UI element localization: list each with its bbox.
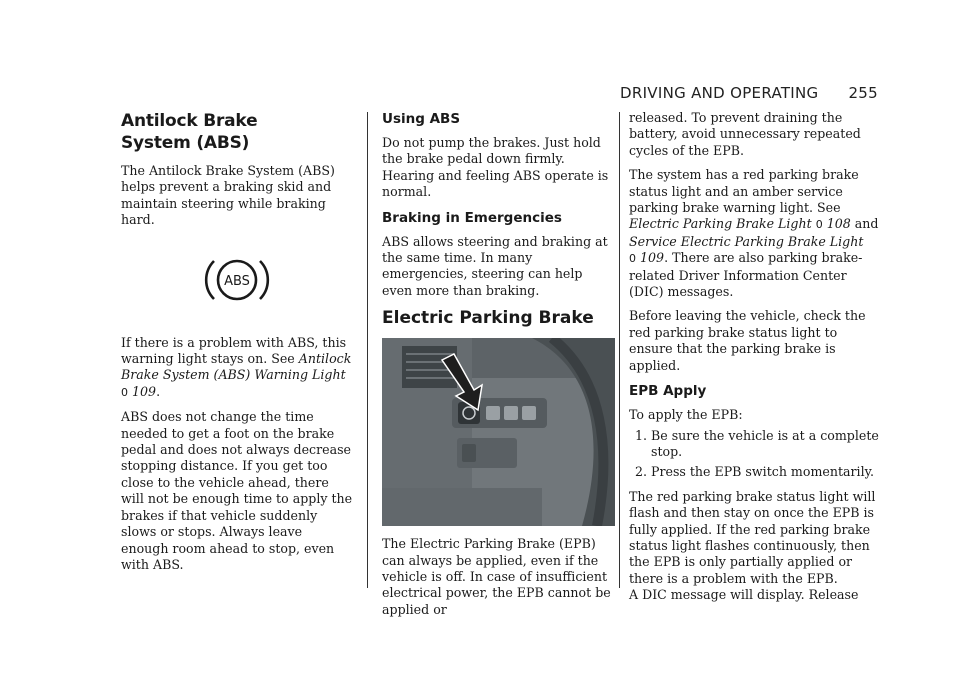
title-line-1: Antilock Brake bbox=[121, 111, 258, 131]
page-ref-arrow-icon: 0 bbox=[815, 218, 823, 232]
epb-switch-photo bbox=[382, 338, 615, 526]
epb-light-link[interactable]: Electric Parking Brake Light bbox=[629, 216, 812, 232]
column-3 bbox=[629, 110, 879, 612]
apply-intro: To apply the EPB: bbox=[629, 407, 743, 423]
abs-warning-paragraph bbox=[121, 335, 353, 402]
page-ref-arrow-icon: 0 bbox=[629, 252, 636, 266]
epb-section-title: Electric Parking Brake bbox=[382, 308, 594, 329]
abs-warning-light-link[interactable]: Antilock Brake System (ABS) Warning Light bbox=[121, 351, 352, 383]
before-leaving-paragraph: Before leaving the vehicle, check the red parking brake status light to ensure that the parking brake is applied. bbox=[629, 308, 866, 373]
braking-emergencies-text: ABS allows steering and braking at the same time. In many emergencies, steering can help even more than braking. bbox=[382, 233, 608, 298]
status-light-paragraph: The red parking brake status light will flash and then stay on once the EPB is fully applied. If the red parking brake status light flashes continuously, then the EPB is only partially applied or there is a problem with the EPB. bbox=[629, 488, 876, 586]
page-number: 255 bbox=[848, 84, 878, 102]
epb-battery-paragraph: released. To prevent draining the battery, avoid unnecessary repeated cycles of the EPB. bbox=[629, 110, 861, 158]
apply-steps bbox=[629, 428, 879, 481]
abs-stopping-paragraph: ABS does not change the time needed to get a foot on the brake pedal and does not always decrease stopping distance. If you get too close to the vehicle ahead, there will not be enough time to apply the brakes if that vehicle suddenly slows or stops. Always leave enough room ahead to stop, even with ABS. bbox=[121, 409, 353, 572]
abs-icon-text: ABS bbox=[224, 273, 250, 289]
list-item: 1. Be sure the vehicle is at a complete stop. bbox=[651, 428, 879, 461]
running-header bbox=[620, 84, 878, 104]
column-divider-1 bbox=[367, 112, 368, 588]
and-text: and bbox=[850, 216, 879, 232]
title-line-2: System (ABS) bbox=[121, 133, 250, 153]
dic-message-paragraph: A DIC message will display. Release bbox=[629, 587, 859, 603]
page-ref-arrow-icon: 0 bbox=[121, 385, 128, 399]
using-abs-text: Do not pump the brakes. Just hold the brake pedal down firmly. Hearing and feeling ABS operate is normal. bbox=[382, 135, 609, 200]
abs-intro: The Antilock Brake System (ABS) helps prevent a braking skid and maintain steering while braking hard. bbox=[121, 163, 335, 228]
p2-text: If there is a problem with ABS, this warning light stays on. See bbox=[121, 334, 347, 367]
service-epb-light-link[interactable]: Service Electric Parking Brake Light bbox=[629, 233, 864, 249]
lights-end-text: . There are also parking brake-related Driver Information Center (DIC) messages. bbox=[629, 250, 863, 300]
list-item: 2. Press the EPB switch momentarily. bbox=[651, 464, 879, 480]
epb-lights-paragraph bbox=[629, 167, 879, 300]
column-1 bbox=[121, 110, 353, 581]
abs-warning-icon bbox=[204, 255, 270, 305]
lights-text: The system has a red parking brake status light and an amber service parking brake warning light. See bbox=[629, 167, 859, 216]
abs-section-title bbox=[121, 110, 353, 154]
column-2 bbox=[382, 110, 614, 626]
column-divider-2 bbox=[619, 112, 620, 588]
using-abs-heading: Using ABS bbox=[382, 111, 461, 127]
epb-apply-heading: EPB Apply bbox=[629, 383, 707, 400]
section-title: DRIVING AND OPERATING bbox=[620, 84, 819, 102]
epb-intro-text: The Electric Parking Brake (EPB) can always be applied, even if the vehicle is off. In case of insufficient electrical power, the EPB cannot be applied or bbox=[382, 536, 611, 617]
p2-end: . bbox=[156, 383, 161, 399]
page-ref-109[interactable]: 109 bbox=[640, 250, 665, 266]
page-ref-109[interactable]: 109 bbox=[132, 383, 157, 399]
page-ref-108[interactable]: 108 bbox=[826, 216, 851, 232]
braking-emergencies-heading: Braking in Emergencies bbox=[382, 209, 562, 226]
